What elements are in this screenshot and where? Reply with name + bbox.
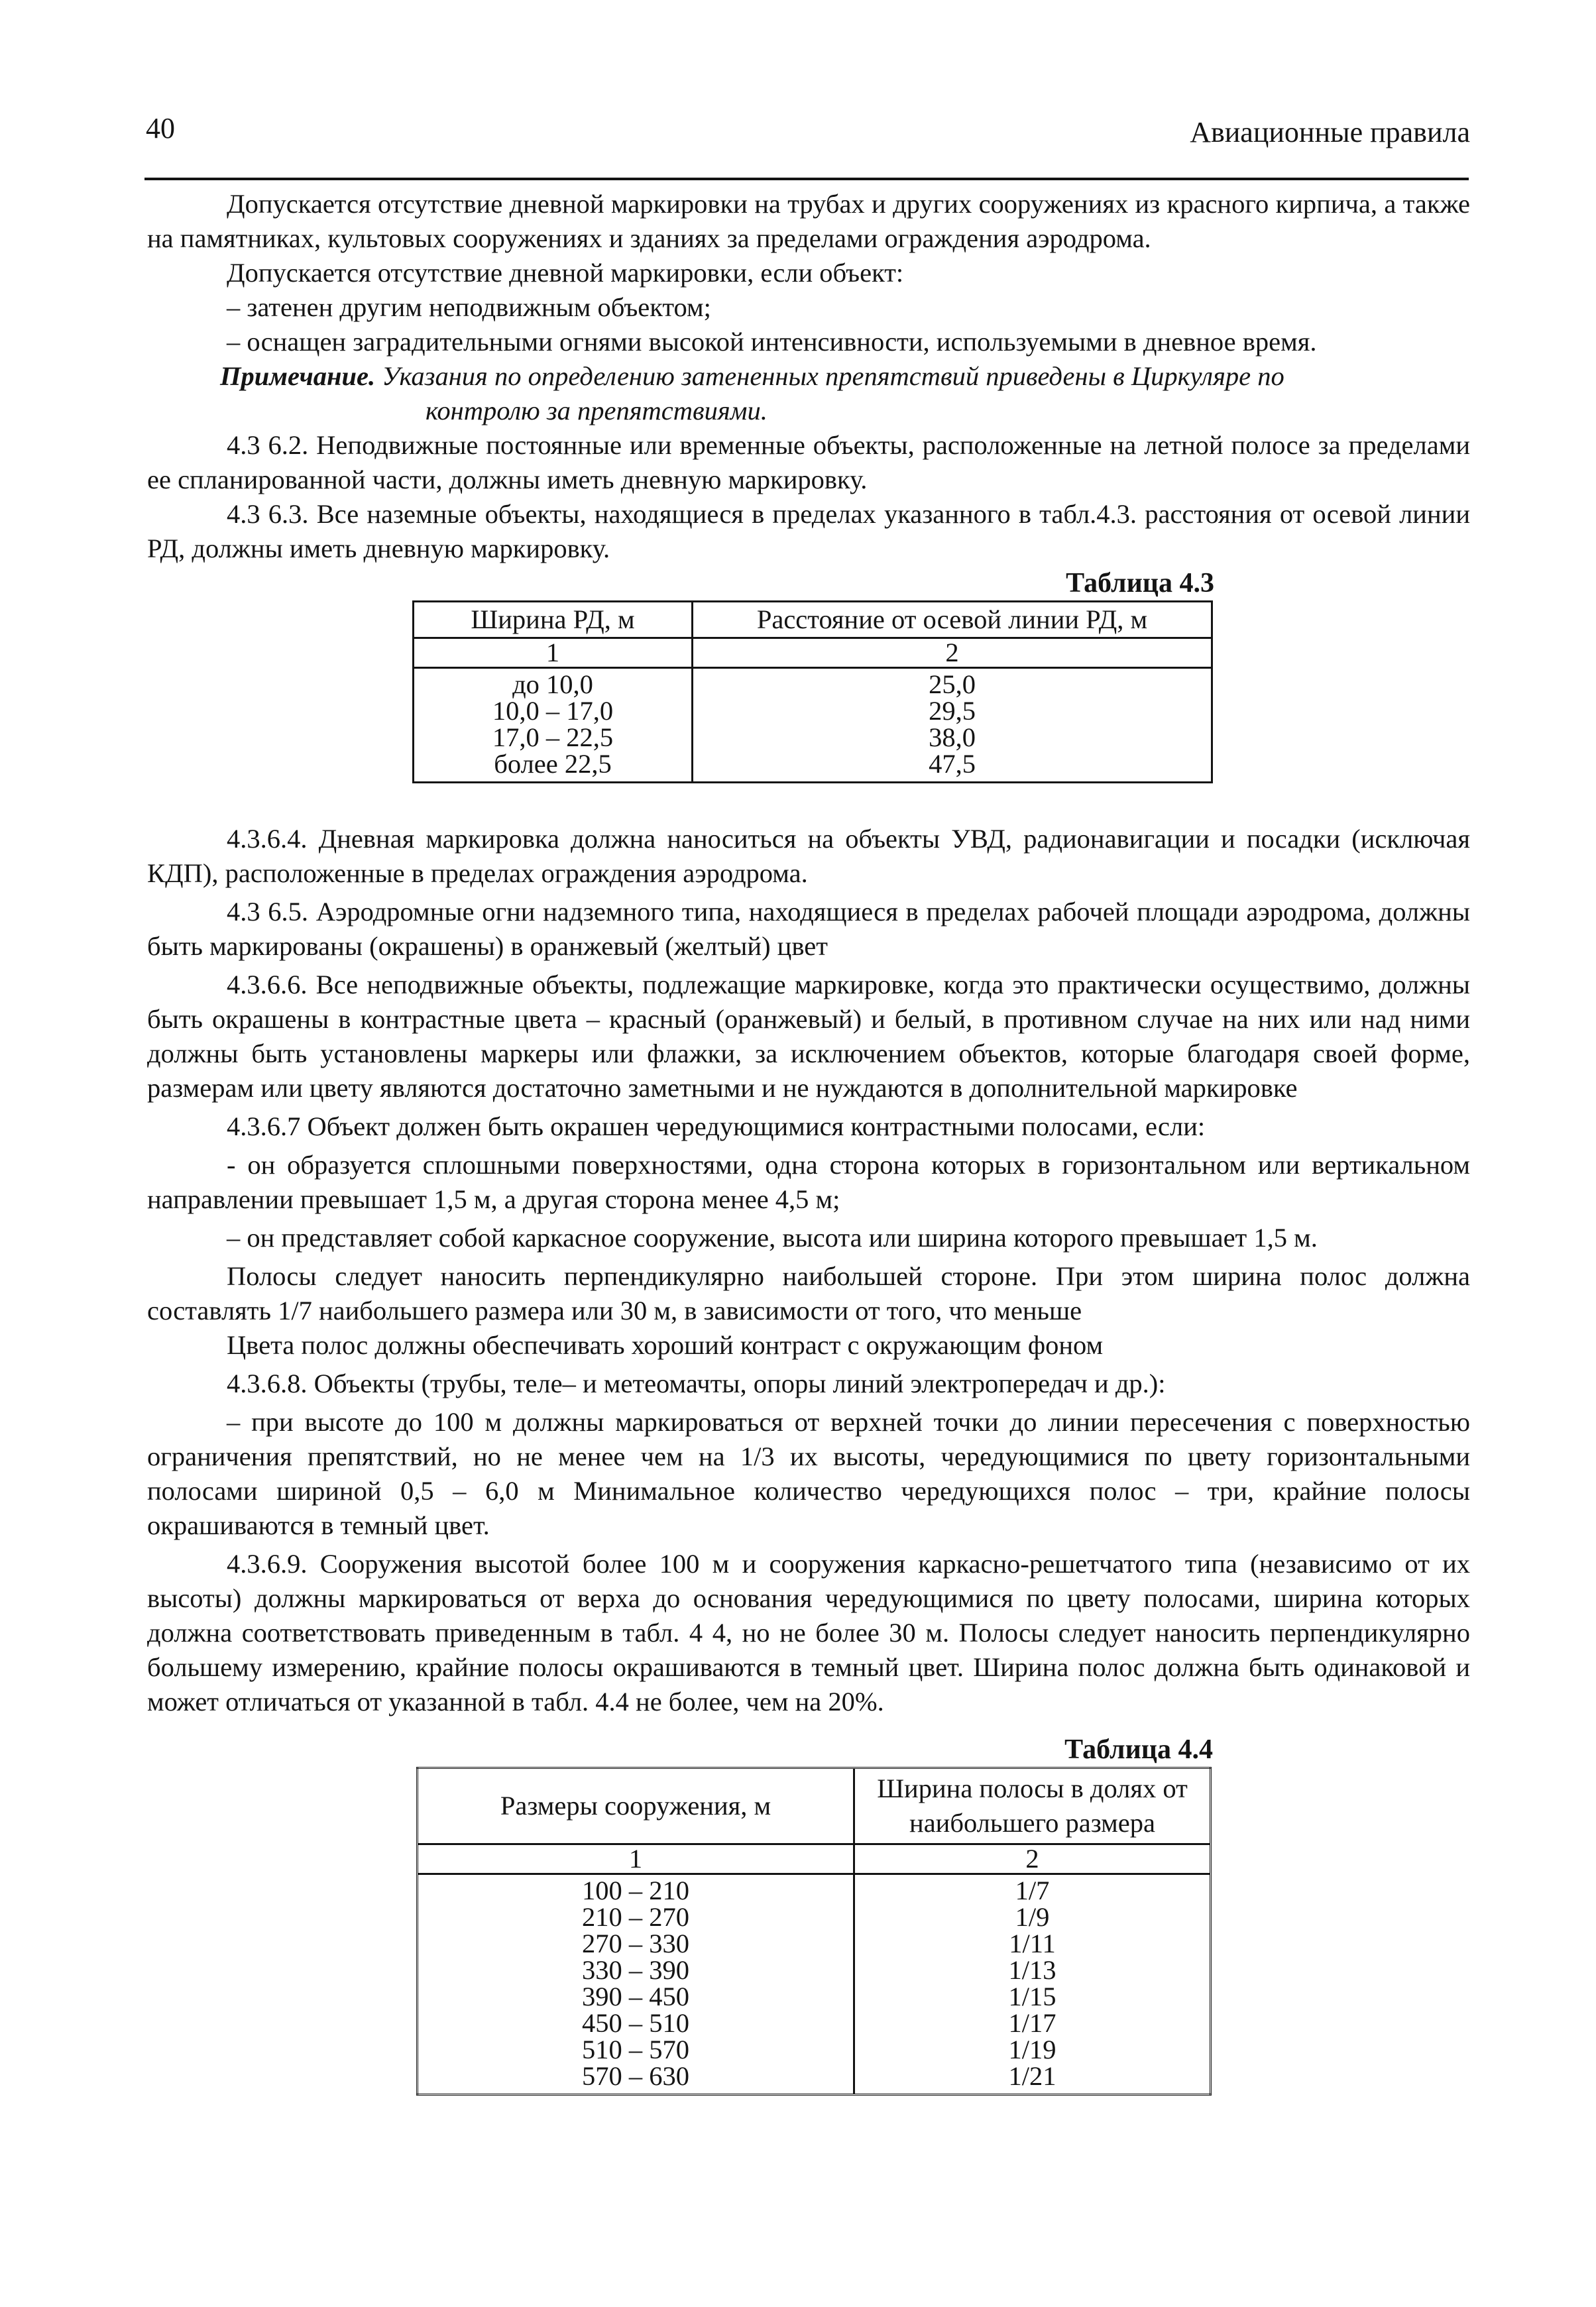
table-cell: 1/19: [1008, 2035, 1056, 2064]
table-cell: 270 – 330: [582, 1929, 689, 1958]
paragraph-4365: 4.3 6.5. Аэродромные огни надземного типа, находящиеся в пределах рабочей площади аэродрома, должны быть маркированы (окрашены) в оранжевый (желтый) цвет: [147, 897, 1470, 961]
table-column-1: [418, 1874, 854, 2095]
table-cell: 1/21: [1008, 2061, 1056, 2091]
paragraph-exemption-conditions: Допускается отсутствие дневной маркировки, если объект:: [227, 258, 904, 288]
list-item-lights: – оснащен заградительными огнями высокой интенсивности, используемыми в дневное время.: [227, 327, 1317, 357]
table-cell: 1/9: [1015, 1902, 1050, 1932]
table-cell: 47,5: [929, 749, 976, 779]
table-header-cell: Ширина РД, м: [414, 602, 693, 638]
table-4-3-caption: Таблица 4.3: [1066, 568, 1214, 598]
table-cell: более 22,5: [494, 749, 612, 779]
page-number: 40: [146, 112, 175, 144]
table-cell: 100 – 210: [582, 1876, 689, 1905]
table-cell: 210 – 270: [582, 1902, 689, 1932]
table-cell: 390 – 450: [582, 1982, 689, 2011]
paragraph-4369: 4.3.6.9. Сооружения высотой более 100 м и сооружения каркасно-решетчатого типа (независимо от их высоты) должны маркироваться от верха до основания чередующимися по цвету полосами, ширина которых должна соответствовать приведенным в табл. 4 4, но не более 30 м. Полосы следует наносить перпендикулярно большему измерению, крайние полосы окрашиваются в темный цвет. Ширина полос должна быть одинаковой и может отличаться от указанной в табл. 4.4 не более, чем на 20%.: [147, 1549, 1470, 1716]
header-rule: [144, 178, 1469, 180]
paragraph-4363: 4.3 6.3. Все наземные объекты, находящиеся в пределах указанного в табл.4.3. расстояния от осевой линии РД, должны иметь дневную маркировку.: [147, 499, 1470, 563]
note-label: Примечание.: [220, 361, 376, 391]
note-text-line1: Указания по определению затененных препятствий приведены в Циркуляре по: [375, 361, 1284, 391]
table-column-2: [854, 1874, 1211, 2095]
paragraph-colors: Цвета полос должны обеспечивать хороший контраст с окружающим фоном: [227, 1330, 1104, 1360]
page-body: [147, 187, 1470, 2096]
table-4-4: [416, 1767, 1212, 2096]
note-text-line2: контролю за препятствиями.: [426, 396, 768, 425]
table-cell: 1/11: [1009, 1929, 1056, 1958]
table-header-cell: Ширина полосы в долях от наибольшего размера: [854, 1768, 1211, 1844]
table-header-cell: Размеры сооружения, м: [418, 1768, 854, 1844]
table-cell: 330 – 390: [582, 1955, 689, 1985]
paragraph-4368-item-a: – при высоте до 100 м должны маркироваться от верхней точки до линии пересечения с поверхностью ограничения препятствий, но не менее чем на 1/3 их высоты, чередующимися по цвету горизонтальными полосами шириной 0,5 – 6,0 м Минимальное количество чередующихся полос – три, крайние полосы окрашиваются в темный цвет.: [147, 1407, 1470, 1540]
paragraph-brick-exemption: Допускается отсутствие дневной маркировки на трубах и других сооружениях из красного кирпича, а также на памятниках, культовых сооружениях и зданиях за пределами ограждения аэродрома.: [147, 189, 1470, 253]
paragraph-4368: 4.3.6.8. Объекты (трубы, теле– и метеомачты, опоры линий электропередач и др.):: [227, 1369, 1166, 1398]
column-number-cell: 2: [854, 1844, 1211, 1874]
table-cell: 570 – 630: [582, 2061, 689, 2091]
column-number-cell: 1: [418, 1844, 854, 1874]
table-4-4-caption: Таблица 4.4: [1064, 1734, 1213, 1765]
table-cell: 1/15: [1008, 1982, 1056, 2011]
table-cell: 17,0 – 22,5: [492, 722, 614, 752]
table-cell: 29,5: [929, 696, 976, 726]
table-cell: до 10,0: [512, 669, 593, 699]
table-column-2: [693, 668, 1212, 783]
paragraph-stripes: Полосы следует наносить перпендикулярно наибольшей стороне. При этом ширина полос должна составлять 1/7 наибольшего размера или 30 м, в зависимости от того, что меньше: [147, 1261, 1470, 1325]
table-cell: 10,0 – 17,0: [492, 696, 614, 726]
paragraph-4362: 4.3 6.2. Неподвижные постоянные или временные объекты, расположенные на летной полосе за пределами ее спланированной части, должны иметь дневную маркировку.: [147, 430, 1470, 494]
table-column-1: [414, 668, 693, 783]
table-header-cell: Расстояние от осевой линии РД, м: [693, 602, 1212, 638]
running-title: Авиационные правила: [1190, 116, 1470, 148]
column-number-cell: 1: [414, 638, 693, 668]
note-block: [147, 359, 1470, 428]
paragraph-4364: 4.3.6.4. Дневная маркировка должна наноситься на объекты УВД, радионавигации и посадки (исключая КДП), расположенные в пределах ограждения аэродрома.: [147, 824, 1470, 888]
paragraph-4367-item-a: - он образуется сплошными поверхностями, одна сторона которых в горизонтальном или вертикальном направлении превышает 1,5 м, а другая сторона менее 4,5 м;: [147, 1150, 1470, 1214]
paragraph-4367: 4.3.6.7 Объект должен быть окрашен чередующимися контрастными полосами, если:: [227, 1111, 1206, 1141]
paragraph-4367-item-b: – он представляет собой каркасное сооружение, высота или ширина которого превышает 1,5 м.: [227, 1223, 1318, 1253]
paragraph-4366: 4.3.6.6. Все неподвижные объекты, подлежащие маркировке, когда это практически осуществимо, должны быть окрашены в контрастные цвета – красный (оранжевый) и белый, в противном случае на них или над ними должны быть установлены маркеры или флажки, за исключением объектов, которые благодаря своей форме, размерам или цвету являются достаточно заметными и не нуждаются в дополнительной маркировке: [147, 970, 1470, 1103]
table-cell: 1/13: [1008, 1955, 1056, 1985]
column-number-cell: 2: [693, 638, 1212, 668]
table-cell: 38,0: [929, 722, 976, 752]
list-item-shaded: – затенен другим неподвижным объектом;: [227, 292, 711, 322]
table-cell: 1/17: [1008, 2008, 1056, 2038]
table-cell: 1/7: [1015, 1876, 1050, 1905]
table-cell: 450 – 510: [582, 2008, 689, 2038]
table-4-3: [412, 600, 1213, 783]
table-cell: 25,0: [929, 669, 976, 699]
table-cell: 510 – 570: [582, 2035, 689, 2064]
